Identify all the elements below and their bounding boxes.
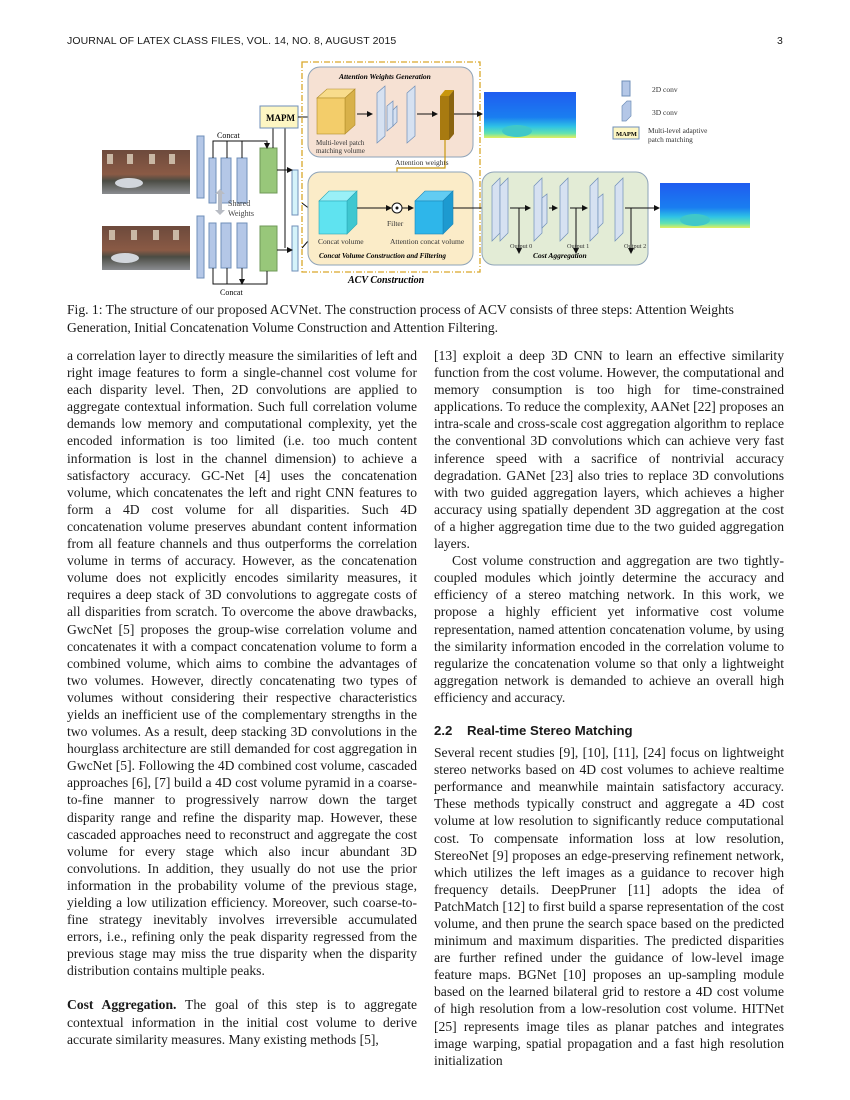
concat-volume-cube	[319, 191, 357, 234]
shared-weights-label-1: Shared	[228, 199, 251, 208]
attention-weights-generation-label: Attention Weights Generation	[339, 72, 431, 81]
right-image	[102, 226, 190, 270]
section-title: Real-time Stereo Matching	[467, 722, 633, 738]
legend	[613, 81, 707, 144]
output-1-label: Output 1	[567, 243, 590, 250]
cost-aggregation-label: Cost Aggregation	[533, 251, 587, 260]
right-column	[434, 347, 784, 1069]
paragraph: Cost volume construction and aggregation are two tightly-coupled modules which jointly determine the accuracy and efficiency of a stereo matching network. In this work, we propose a highly efficient yet informative cost volume representation, named attention concatenation volume, by using the similarity information encoded in the correlation volume to regularize the concatenation volume so that only a lightweight aggregation network is demanded to achieve an overall high efficiency and accuracy.	[434, 553, 784, 705]
concat-volume-label: Concat volume	[318, 237, 364, 246]
legend-mapm-desc-2: patch matching	[648, 135, 693, 144]
svg-text:Concat	[217, 131, 240, 140]
output-0-label: Output 0	[510, 243, 533, 250]
section-number: 2.2	[434, 722, 453, 738]
paragraph-cost-aggregation	[67, 996, 417, 1047]
figure-caption: Fig. 1: The structure of our proposed ACVNet. The construction process of ACV consists of three steps: Attention Weights Generation, Initial Concatenation Volume Construction and Attention Filtering.	[67, 302, 734, 335]
paragraph: a correlation layer to directly measure the similarities of left and right image features to form a single-channel cost volume for each disparity level. Then, 2D convolutions are applied to aggregate contextual information. Such full correlation volume demands low memory and computational complexity, yet the encoded information is too limited (i.e. too much content information is lost in the channel dimension) to achieve a satisfactory accuracy. GC-Net [4] uses the concatenation volume, which concatenates the left and right CNN features to form a 4D cost volume for all disparities. Such 4D concatenation volume preserves abundant content information from all feature channels and thus outperforms the correlation volume in terms of accuracy. However, as the concatenation volume does not explicitly encodes similarity measures, it requires a deep stack of 3D convolutions to aggregate costs of all disparities from scratch. To overcome the above drawbacks, GwcNet [5] proposes the group-wise correlation volume and concatenates it with a compact concatenation volume to form a combined volume, which aims to combine the advantages of two volumes. However, directly concatenating two types of volumes without considering their respective characteristics yields an inefficient use of the complementary strengths in the two volumes. As a result, deep stacking 3D convolutions in the hourglass architecture are still demanded for cost aggregation in GwcNet [5]. Following the 4D combined cost volume, cascaded approaches [6], [7] build a 4D cost volume pyramid in a coarse-to-fine manner to progressively narrow down the target disparity range and refine the disparity map. However, these cascaded approaches need to reconstruct and aggregate the cost volume for every stage which also incur abundant 3D convolutions. In addition, they usually do not use the prior information in the probability volume of the previous stage, yielding a low utilization efficiency. Moreover, such coarse-to-fine strategy inevitably involves irreversible accumulated errors, i.e., refining only the peak disparity regressed from the previous stage may miss the true disparity when the disparity distribution contains multiple peaks.	[67, 348, 417, 979]
paragraph-text: The goal of this step is to aggregate contextual information in the initial cost volume to derive accurate similarity measures. Many existing methods [5],	[67, 997, 417, 1047]
legend-2d-conv-icon	[622, 81, 630, 96]
acv-construction-label: ACV Construction	[348, 275, 425, 286]
section-heading	[434, 722, 784, 739]
legend-3d-conv-label: 3D conv	[652, 108, 678, 117]
mapm-label: MAPM	[266, 113, 295, 123]
page-number: 3	[777, 35, 783, 47]
running-header	[67, 35, 783, 47]
legend-mapm-desc-1: Multi-level adaptive	[648, 126, 708, 135]
run-in-heading: Cost Aggregation.	[67, 997, 177, 1013]
attention-weights-slab	[440, 90, 454, 140]
shared-weights-label-2: Weights	[228, 209, 255, 218]
figure-acvnet-architecture	[97, 58, 787, 298]
patch-volume-label-2: matching volume	[316, 147, 365, 155]
left-column	[67, 347, 417, 1048]
left-feature-map	[260, 148, 277, 193]
output-2-label: Output 2	[624, 243, 647, 250]
patch-matching-cube	[317, 89, 355, 134]
concat-top-label: Concat	[217, 131, 240, 140]
attention-concat-volume-cube	[415, 191, 453, 234]
legend-mapm-box-label: MAPM	[616, 131, 637, 138]
legend-3d-conv-icon	[622, 101, 631, 121]
attention-weights-label: Attention weights	[395, 158, 449, 167]
journal-title: JOURNAL OF LATEX CLASS FILES, VOL. 14, NO. 8, AUGUST 2015	[67, 35, 397, 47]
attention-concat-volume-label: Attention concat volume	[390, 237, 465, 246]
left-image	[102, 150, 190, 194]
concat-volume-construction-label: Concat Volume Construction and Filtering	[319, 252, 447, 260]
concat-bottom-label: Concat	[220, 288, 243, 297]
filter-label: Filter	[387, 219, 404, 228]
patch-volume-label-1: Multi-level patch	[316, 139, 365, 147]
paragraph: [13] exploit a deep 3D CNN to learn an effective similarity function from the cost volume. However, the computational and memory consumption is too high for time-constrained applications. To reduce the complexity, AANet [22] proposes an intra-scale and cross-scale cost aggregation algorithm to replace the conventional 3D convolutions which can achieve very fast inference speed with a sacrifice of nontrivial accuracy degradation. GANet [23] also tries to replace 3D convolutions with two guided aggregation layers, which achieves a higher accuracy using spatially dependent 3D aggregation at the cost of a higher aggregation time due to the two guided aggregation layers.	[434, 348, 784, 552]
legend-2d-conv-label: 2D conv	[652, 85, 678, 94]
paragraph: Several recent studies [9], [10], [11], [24] focus on lightweight stereo networks based on 4D cost volumes to achieve realtime performance and meanwhile maintain satisfactory accuracy. These methods typically construct and aggregate a 4D cost volume at low resolution to significantly reduce computational cost. To compensate information loss at low resolution, StereoNet [9] proposes an edge-preserving refinement network, which utilizes the left images as a guidance to recover high frequency details. DeepPruner [11] adopts the idea of PatchMatch [12] to first build a sparse representation of the cost volume, and then prune the search space based on the predicted minimum and maximum disparities. The predicted disparities are further refined under the guidance of low-level image feature maps. BGNet [10] proposes an up-sampling module based on the learned bilateral grid to restore a 4D cost volume of high resolution from a low-resolution cost volume. HITNet [25] represents image tiles as planar patches and integrates image warping, spatial propagation and a fast high resolution initialization	[434, 745, 784, 1068]
right-feature-map	[260, 226, 277, 271]
